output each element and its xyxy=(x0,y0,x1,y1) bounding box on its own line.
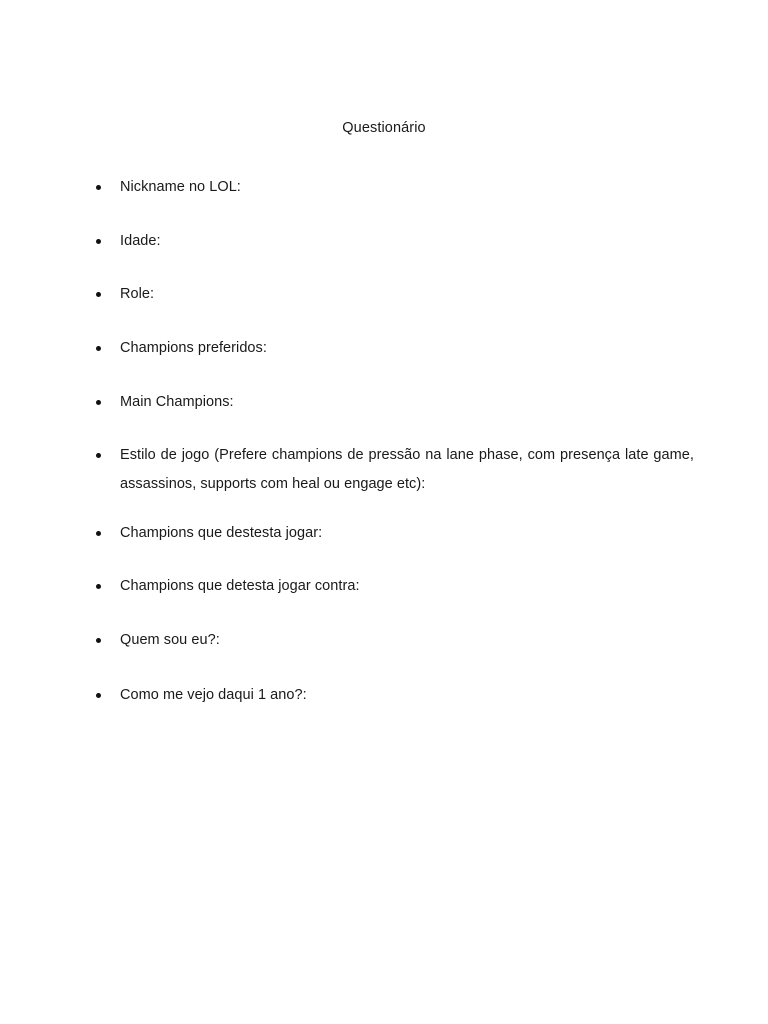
bullet-icon xyxy=(96,185,101,190)
bullet-icon xyxy=(96,531,101,536)
list-item-champions-contra xyxy=(96,572,694,601)
list-item-label: Champions que destesta jogar: xyxy=(120,525,323,541)
bullet-icon xyxy=(96,400,101,405)
list-item-quem-sou-eu xyxy=(96,626,694,655)
list-item-estilo-de-jogo xyxy=(96,441,694,499)
list-item-champions-destesta xyxy=(96,519,694,548)
bullet-icon xyxy=(96,584,101,589)
bullet-icon xyxy=(96,638,101,643)
list-item-idade xyxy=(96,227,694,256)
list-item-label: Quem sou eu?: xyxy=(120,632,220,648)
list-item-role xyxy=(96,280,694,309)
list-item-label: Nickname no LOL: xyxy=(120,179,241,195)
bullet-icon xyxy=(96,346,101,351)
bullet-icon xyxy=(96,239,101,244)
bullet-icon xyxy=(96,292,101,297)
list-item-main-champions xyxy=(96,388,694,417)
list-item-label: Role: xyxy=(120,286,155,302)
list-item-label: Idade: xyxy=(120,233,161,249)
list-item-como-me-vejo xyxy=(96,681,694,710)
list-item-label: Como me vejo daqui 1 ano?: xyxy=(120,687,307,703)
bullet-icon xyxy=(96,693,101,698)
list-item-nickname xyxy=(96,173,694,202)
list-item-label: Champions que detesta jogar contra: xyxy=(120,578,360,594)
list-item-label: Champions preferidos: xyxy=(120,340,267,356)
bullet-icon xyxy=(96,453,101,458)
page-title: Questionário xyxy=(342,120,426,136)
list-item-label: Main Champions: xyxy=(120,394,234,410)
list-item-champions-preferidos xyxy=(96,334,694,363)
list-item-label: Estilo de jogo (Prefere champions de pressão na lane phase, com presença late game, assassinos, supports com heal ou engage etc): xyxy=(120,447,694,492)
